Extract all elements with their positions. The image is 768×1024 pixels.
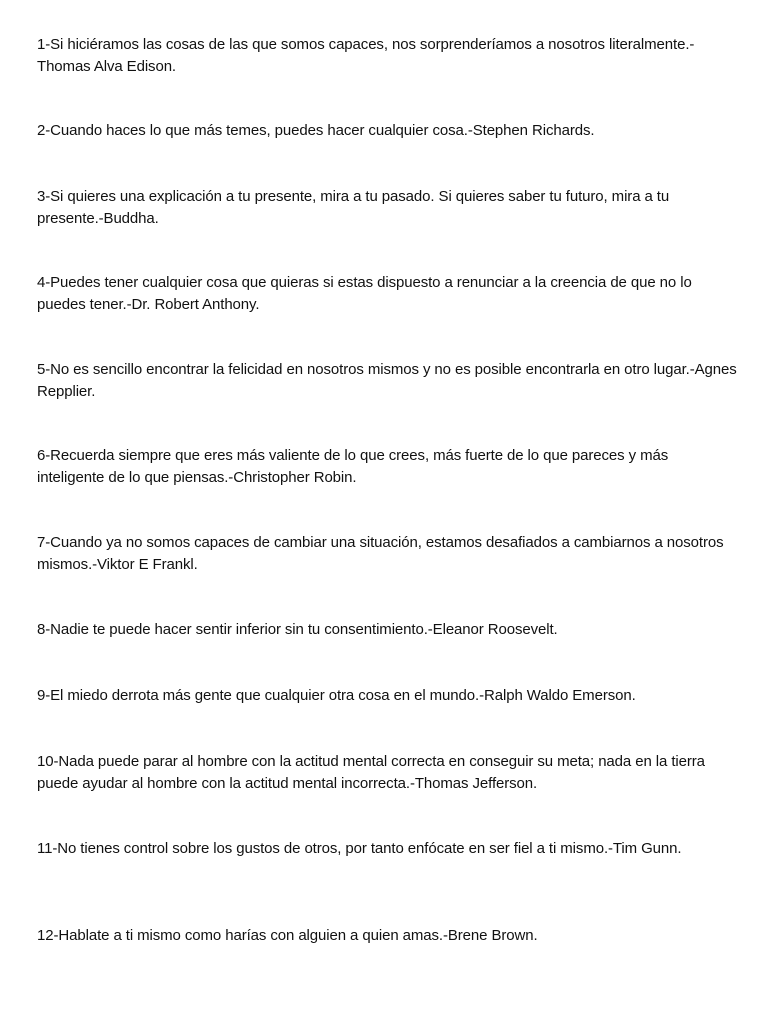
- quote-8: 8-Nadie te puede hacer sentir inferior sin tu consentimiento.-Eleanor Roosevelt.: [37, 621, 558, 638]
- quote-1: 1-Si hiciéramos las cosas de las que somos capaces, nos sorprenderíamos a nosotros literalmente.-Thomas Alva Edison.: [37, 36, 695, 75]
- quote-3: 3-Si quieres una explicación a tu presente, mira a tu pasado. Si quieres saber tu futuro, mira a tu presente.-Buddha.: [37, 188, 670, 227]
- quote-4: 4-Puedes tener cualquier cosa que quieras si estas dispuesto a renunciar a la creencia de que no lo puedes tener.-Dr. Robert Anthony.: [37, 274, 692, 313]
- quote-6: 6-Recuerda siempre que eres más valiente de lo que crees, más fuerte de lo que pareces y más inteligente de lo que piensas.-Christopher Robin.: [37, 447, 669, 486]
- quote-10: 10-Nada puede parar al hombre con la actitud mental correcta en conseguir su meta; nada en la tierra puede ayudar al hombre con la actitud mental incorrecta.-Thomas Jefferson.: [37, 753, 705, 792]
- quote-7: 7-Cuando ya no somos capaces de cambiar una situación, estamos desafiados a cambiarnos a nosotros mismos.-Viktor E Frankl.: [37, 534, 724, 573]
- quote-2: 2-Cuando haces lo que más temes, puedes hacer cualquier cosa.-Stephen Richards.: [37, 122, 595, 139]
- quote-9: 9-El miedo derrota más gente que cualquier otra cosa en el mundo.-Ralph Waldo Emerson.: [37, 687, 636, 704]
- quote-11: 11-No tienes control sobre los gustos de otros, por tanto enfócate en ser fiel a ti mismo.-Tim Gunn.: [37, 840, 682, 857]
- quote-5: 5-No es sencillo encontrar la felicidad en nosotros mismos y no es posible encontrarla en otro lugar.-Agnes Repplier.: [37, 361, 737, 400]
- quote-12: 12-Hablate a ti mismo como harías con alguien a quien amas.-Brene Brown.: [37, 927, 538, 944]
